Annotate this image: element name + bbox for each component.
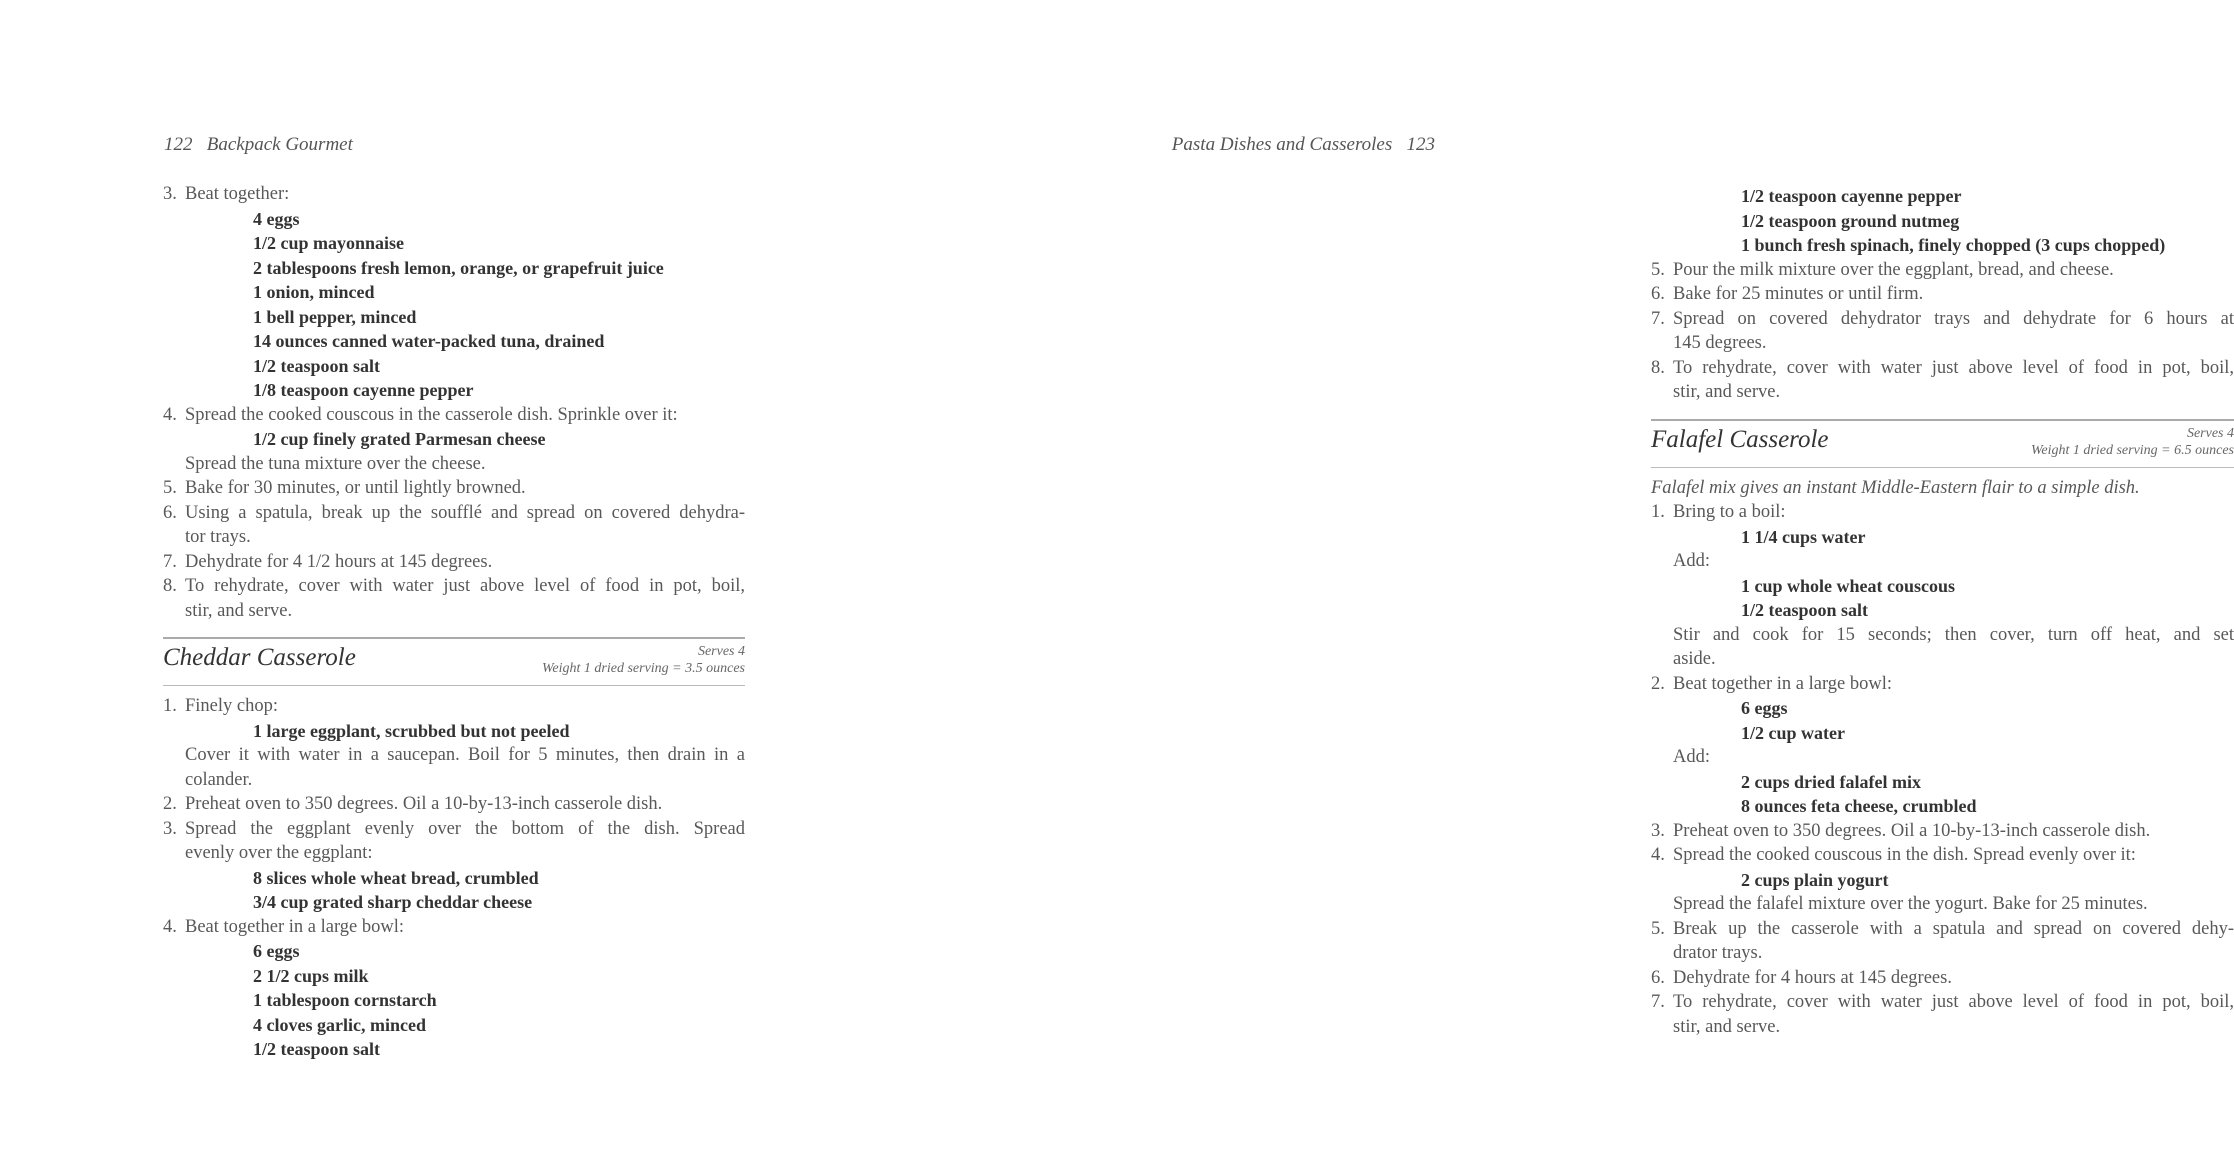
step-text: Beat together: bbox=[185, 184, 290, 204]
step-text: To rehydrate, cover with water just above level of food in pot, boil, bbox=[1673, 992, 2234, 1012]
step-text: Spread the cooked couscous in the dish. Spread evenly over it: bbox=[1673, 845, 2136, 865]
step bbox=[163, 915, 745, 940]
recipe-intro: Falafel mix gives an instant Middle-Eastern flair to a simple dish. bbox=[1651, 477, 2140, 498]
step bbox=[1651, 500, 2234, 525]
step bbox=[163, 476, 745, 501]
right-column bbox=[1651, 184, 2234, 1039]
step-continuation: Add: bbox=[1673, 747, 1710, 767]
page-number: 123 bbox=[1406, 134, 1435, 155]
ingredient: 1 large eggplant, scrubbed but not peeled bbox=[253, 720, 570, 741]
ingredient: 14 ounces canned water-packed tuna, drained bbox=[253, 331, 605, 351]
right-running-head bbox=[1172, 134, 1435, 156]
step-number: 2. bbox=[163, 794, 177, 814]
ingredient: 1/8 teaspoon cayenne pepper bbox=[253, 380, 474, 400]
step bbox=[1651, 819, 2234, 844]
step-text-line: 145 degrees. bbox=[1673, 333, 1767, 353]
step-number: 7. bbox=[1651, 308, 1665, 329]
step-text: Preheat oven to 350 degrees. Oil a 10-by-13-inch casserole dish. bbox=[1673, 820, 2151, 841]
ingredient: 1 onion, minced bbox=[253, 282, 375, 302]
step bbox=[1651, 990, 2234, 1015]
ingredient: 1 bell pepper, minced bbox=[253, 306, 417, 327]
step bbox=[1651, 307, 2234, 332]
step-number: 5. bbox=[1651, 918, 1665, 939]
ingredient: 1/2 teaspoon salt bbox=[253, 355, 381, 376]
step-number: 5. bbox=[1651, 259, 1665, 280]
step-continuation: aside. bbox=[1673, 649, 1716, 669]
step bbox=[163, 403, 745, 428]
step-number: 8. bbox=[1651, 357, 1665, 378]
ingredient: 1 bunch fresh spinach, finely chopped (3 cups chopped) bbox=[1741, 235, 2166, 255]
step-number: 8. bbox=[163, 576, 177, 596]
recipe-header bbox=[163, 637, 745, 686]
step bbox=[163, 817, 745, 842]
recipe-title: Falafel Casserole bbox=[1651, 425, 1829, 453]
weight-label: Weight 1 dried serving = 6.5 ounces bbox=[2031, 442, 2234, 458]
step bbox=[163, 501, 745, 526]
step bbox=[163, 574, 745, 599]
ingredient: 1/2 cup mayonnaise bbox=[253, 233, 405, 253]
step-text: Beat together in a large bowl: bbox=[1673, 673, 1893, 694]
ingredient: 8 ounces feta cheese, crumbled bbox=[1741, 796, 1977, 816]
step-continuation: colander. bbox=[185, 769, 253, 790]
weight-label: Weight 1 dried serving = 3.5 ounces bbox=[542, 661, 745, 676]
step-number: 6. bbox=[1651, 967, 1665, 988]
step-text: Bring to a boil: bbox=[1673, 502, 1786, 522]
step bbox=[1651, 282, 2234, 307]
recipe-meta bbox=[2031, 425, 2234, 459]
ingredient: 8 slices whole wheat bread, crumbled bbox=[253, 867, 539, 888]
ingredient: 4 cloves garlic, minced bbox=[253, 1014, 426, 1035]
ingredient: 3/4 cup grated sharp cheddar cheese bbox=[253, 892, 533, 912]
step-number: 2. bbox=[1651, 673, 1665, 694]
ingredient: 2 tablespoons fresh lemon, orange, or grapefruit juice bbox=[253, 257, 664, 278]
step-continuation: Stir and cook for 15 seconds; then cover, turn off heat, and set bbox=[1673, 624, 2234, 645]
step-number: 1. bbox=[1651, 502, 1665, 522]
left-page bbox=[0, 0, 800, 1155]
step-text-line: drator trays. bbox=[1673, 943, 1763, 963]
ingredient: 1/2 cup finely grated Parmesan cheese bbox=[253, 429, 546, 449]
step-text-line: stir, and serve. bbox=[1673, 382, 1781, 402]
step-number: 3. bbox=[1651, 820, 1665, 841]
ingredient: 6 eggs bbox=[1741, 698, 1788, 718]
step-text: Dehydrate for 4 1/2 hours at 145 degrees. bbox=[185, 551, 493, 572]
step-text: Dehydrate for 4 hours at 145 degrees. bbox=[1673, 967, 1952, 988]
serves-label: Serves 4 bbox=[697, 644, 745, 659]
step-number: 3. bbox=[163, 818, 177, 839]
step-number: 7. bbox=[163, 551, 177, 572]
running-title: Pasta Dishes and Casseroles bbox=[1171, 134, 1393, 155]
step bbox=[1651, 843, 2234, 868]
step-number: 4. bbox=[1651, 845, 1665, 865]
step-text-line: stir, and serve. bbox=[1673, 1016, 1781, 1037]
step-number: 6. bbox=[1651, 284, 1665, 304]
step-number: 1. bbox=[163, 696, 177, 716]
ingredient: 1/2 cup water bbox=[1741, 722, 1845, 743]
step-number: 4. bbox=[163, 404, 177, 425]
step-continuation: Spread the tuna mixture over the cheese. bbox=[185, 453, 486, 474]
step-text-line: tor trays. bbox=[185, 527, 251, 547]
ingredient: 1/2 teaspoon cayenne pepper bbox=[1741, 186, 1962, 206]
step bbox=[1651, 672, 2234, 697]
step-continuation: Add: bbox=[1673, 551, 1710, 571]
left-running-head bbox=[164, 134, 353, 156]
step-text-line: evenly over the eggplant: bbox=[185, 843, 373, 863]
ingredient: 1 tablespoon cornstarch bbox=[253, 990, 437, 1010]
ingredient: 2 cups plain yogurt bbox=[1741, 869, 1889, 890]
step-text: Break up the casserole with a spatula and spread on covered dehy- bbox=[1673, 918, 2234, 939]
step-text: To rehydrate, cover with water just above level of food in pot, boil, bbox=[1673, 357, 2234, 378]
step bbox=[163, 550, 745, 575]
ingredient: 1/2 teaspoon salt bbox=[1741, 600, 1869, 620]
right-page bbox=[800, 0, 2234, 1155]
step-text: Finely chop: bbox=[185, 696, 279, 716]
recipe-title: Cheddar Casserole bbox=[163, 644, 356, 671]
step-continuation: Spread the falafel mixture over the yogurt. Bake for 25 minutes. bbox=[1673, 894, 2148, 914]
ingredient: 6 eggs bbox=[253, 941, 300, 961]
ingredient: 1/2 teaspoon salt bbox=[253, 1039, 381, 1059]
step bbox=[1651, 356, 2234, 381]
step-number: 4. bbox=[163, 916, 177, 937]
step-text: Bake for 25 minutes or until firm. bbox=[1673, 284, 1924, 304]
ingredient: 1 1/4 cups water bbox=[1741, 526, 1866, 547]
step-text: Beat together in a large bowl: bbox=[185, 916, 405, 937]
step-number: 5. bbox=[163, 478, 177, 498]
step bbox=[1651, 966, 2234, 991]
step bbox=[163, 792, 745, 817]
ingredient: 1 cup whole wheat couscous bbox=[1741, 575, 1956, 596]
page-number: 122 bbox=[164, 134, 193, 155]
recipe-meta bbox=[542, 643, 745, 677]
ingredient: 4 eggs bbox=[253, 208, 300, 229]
step-text: Spread the eggplant evenly over the bottom of the dish. Spread bbox=[185, 818, 745, 839]
running-title: Backpack Gourmet bbox=[206, 134, 353, 155]
ingredient: 1/2 teaspoon ground nutmeg bbox=[1741, 210, 1960, 231]
step-text: Preheat oven to 350 degrees. Oil a 10-by-13-inch casserole dish. bbox=[185, 794, 663, 814]
serves-label: Serves 4 bbox=[2186, 425, 2234, 441]
step-text: To rehydrate, cover with water just above level of food in pot, boil, bbox=[185, 576, 745, 596]
ingredient: 2 1/2 cups milk bbox=[253, 965, 369, 986]
step-text: Pour the milk mixture over the eggplant, bread, and cheese. bbox=[1673, 259, 2114, 280]
step-continuation: Cover it with water in a saucepan. Boil for 5 minutes, then drain in a bbox=[185, 745, 745, 765]
step bbox=[1651, 917, 2234, 942]
ingredient: 2 cups dried falafel mix bbox=[1741, 771, 1921, 792]
step bbox=[1651, 258, 2234, 283]
recipe-header bbox=[1651, 419, 2234, 468]
step-text: Spread the cooked couscous in the casserole dish. Sprinkle over it: bbox=[185, 404, 678, 425]
step-text: Bake for 30 minutes, or until lightly browned. bbox=[185, 478, 526, 498]
step-text: Using a spatula, break up the soufflé and spread on covered dehydra- bbox=[185, 502, 745, 523]
step-number: 3. bbox=[163, 184, 177, 204]
left-column bbox=[163, 182, 745, 1062]
step bbox=[163, 182, 745, 207]
step bbox=[163, 694, 745, 719]
step-number: 6. bbox=[163, 502, 177, 523]
step-text-line: stir, and serve. bbox=[185, 600, 293, 621]
step-number: 7. bbox=[1651, 992, 1665, 1012]
step-text: Spread on covered dehydrator trays and dehydrate for 6 hours at bbox=[1673, 308, 2234, 329]
